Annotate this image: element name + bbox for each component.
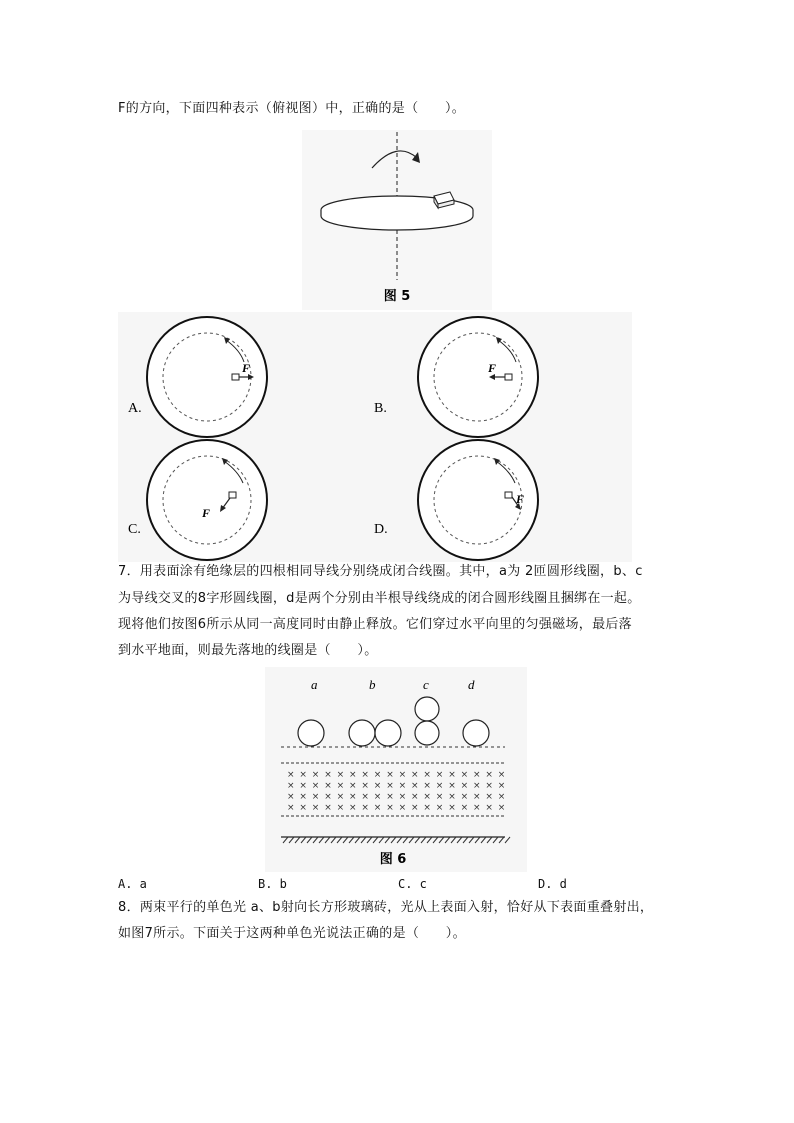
field-mark: × bbox=[336, 770, 345, 780]
field-mark: × bbox=[287, 770, 295, 780]
fig6-caption: 图 6 bbox=[379, 852, 407, 867]
field-mark: × bbox=[497, 803, 506, 813]
coil-b-right bbox=[375, 720, 401, 746]
field-mark: × bbox=[398, 803, 407, 813]
q7-line-4: 到水平地面，则最先落地的线圈是（ ）。 bbox=[118, 643, 378, 658]
field-mark: × bbox=[386, 803, 394, 813]
field-mark: × bbox=[373, 803, 382, 813]
field-mark: × bbox=[423, 803, 431, 813]
field-mark: × bbox=[423, 781, 431, 791]
field-mark: × bbox=[398, 792, 407, 802]
q7-line-2: 为导线交叉的8字形圆线圈，d是两个分别由半根导线绕成的闭合圆形线圈且捆绑在一起。 bbox=[118, 591, 641, 606]
field-mark: × bbox=[361, 792, 369, 802]
field-mark: × bbox=[324, 770, 332, 780]
field-mark: × bbox=[361, 803, 369, 813]
field-mark: × bbox=[473, 792, 481, 802]
option-c-diagram bbox=[118, 437, 368, 562]
field-mark: × bbox=[324, 781, 332, 791]
coil-c-top bbox=[415, 697, 439, 721]
field-mark: × bbox=[324, 792, 332, 802]
field-mark: × bbox=[373, 792, 382, 802]
field-mark: × bbox=[386, 792, 394, 802]
force-label-c: F bbox=[202, 506, 211, 520]
figure-6 bbox=[265, 667, 527, 872]
field-mark: × bbox=[485, 770, 493, 780]
option-a-diagram bbox=[118, 312, 368, 437]
field-mark: × bbox=[435, 781, 444, 791]
field-mark: × bbox=[411, 781, 419, 791]
force-label-a: F bbox=[242, 361, 251, 375]
figure-5 bbox=[302, 130, 492, 310]
field-mark: × bbox=[299, 792, 307, 802]
field-mark: × bbox=[398, 770, 407, 780]
q7-option-b[interactable]: B. b bbox=[258, 877, 287, 891]
option-a-label: A. bbox=[128, 401, 142, 416]
field-mark: × bbox=[349, 792, 357, 802]
coil-a bbox=[298, 720, 324, 746]
coil-label-a: a bbox=[311, 677, 318, 692]
field-mark: × bbox=[497, 781, 506, 791]
coil-b-left bbox=[349, 720, 375, 746]
q8-line-1: 8．两束平行的单色光 a、b射向长方形玻璃砖，光从上表面入射，恰好从下表面重叠射出， bbox=[118, 900, 654, 915]
field-mark: × bbox=[473, 770, 481, 780]
field-mark: × bbox=[460, 770, 469, 780]
field-mark: × bbox=[460, 792, 469, 802]
field-mark: × bbox=[336, 803, 345, 813]
field-mark: × bbox=[299, 803, 307, 813]
field-mark: × bbox=[448, 792, 456, 802]
field-mark: × bbox=[299, 770, 307, 780]
field-mark: × bbox=[485, 803, 493, 813]
q7-option-a[interactable]: A. a bbox=[118, 877, 147, 891]
field-mark: × bbox=[311, 770, 320, 780]
field-mark: × bbox=[349, 770, 357, 780]
field-mark: × bbox=[361, 781, 369, 791]
field-mark: × bbox=[287, 803, 295, 813]
option-c-label: C. bbox=[128, 522, 141, 537]
field-mark: × bbox=[448, 803, 456, 813]
fig5-options bbox=[118, 312, 632, 562]
field-mark: × bbox=[497, 770, 506, 780]
field-mark: × bbox=[287, 781, 295, 791]
field-mark: × bbox=[398, 781, 407, 791]
field-mark: × bbox=[473, 781, 481, 791]
field-mark: × bbox=[386, 770, 394, 780]
option-d-diagram bbox=[374, 437, 632, 562]
field-mark: × bbox=[411, 770, 419, 780]
field-mark: × bbox=[299, 781, 307, 791]
field-mark: × bbox=[311, 781, 320, 791]
field-mark: × bbox=[411, 803, 419, 813]
field-mark: × bbox=[435, 803, 444, 813]
field-mark: × bbox=[485, 781, 493, 791]
field-mark: × bbox=[336, 781, 345, 791]
field-mark: × bbox=[311, 803, 320, 813]
field-mark: × bbox=[448, 770, 456, 780]
field-mark: × bbox=[373, 781, 382, 791]
q7-line-3: 现将他们按图6所示从同一高度同时由静止释放。它们穿过水平向里的匀强磁场，最后落 bbox=[118, 617, 632, 632]
q8-line-2: 如图7所示。下面关于这两种单色光说法正确的是（ ）。 bbox=[118, 926, 466, 941]
field-mark: × bbox=[435, 792, 444, 802]
option-b-diagram bbox=[374, 312, 632, 437]
field-mark: × bbox=[435, 770, 444, 780]
field-mark: × bbox=[411, 792, 419, 802]
field-mark: × bbox=[460, 781, 469, 791]
coil-c-bottom bbox=[415, 721, 439, 745]
field-mark: × bbox=[287, 792, 295, 802]
field-mark: × bbox=[324, 803, 332, 813]
q6-tail-text: F的方向，下面四种表示（俯视图）中，正确的是（ ）。 bbox=[118, 101, 466, 116]
option-d-label: D. bbox=[374, 522, 388, 537]
force-label-b: F bbox=[488, 361, 497, 375]
coil-label-b: b bbox=[369, 677, 376, 692]
force-label-d: F bbox=[516, 492, 525, 506]
field-mark: × bbox=[373, 770, 382, 780]
coil-label-c: c bbox=[423, 677, 429, 692]
field-mark: × bbox=[349, 781, 357, 791]
field-mark: × bbox=[386, 781, 394, 791]
fig5-caption: 图 5 bbox=[383, 289, 411, 304]
q7-line-1: 7．用表面涂有绝缘层的四根相同导线分别绕成闭合线圈。其中，a为 2匝圆形线圈，b、c bbox=[118, 564, 643, 579]
field-mark: × bbox=[448, 781, 456, 791]
coil-label-d: d bbox=[468, 677, 475, 692]
field-mark: × bbox=[460, 803, 469, 813]
field-mark: × bbox=[423, 792, 431, 802]
field-mark: × bbox=[497, 792, 506, 802]
field-mark: × bbox=[349, 803, 357, 813]
field-mark: × bbox=[311, 792, 320, 802]
q7-option-c[interactable]: C. c bbox=[398, 877, 427, 891]
option-b-label: B. bbox=[374, 401, 387, 416]
field-mark: × bbox=[336, 792, 345, 802]
field-mark: × bbox=[423, 770, 431, 780]
q7-option-d[interactable]: D. d bbox=[538, 877, 567, 891]
field-mark: × bbox=[361, 770, 369, 780]
coil-d bbox=[463, 720, 489, 746]
field-mark: × bbox=[485, 792, 493, 802]
field-mark: × bbox=[473, 803, 481, 813]
